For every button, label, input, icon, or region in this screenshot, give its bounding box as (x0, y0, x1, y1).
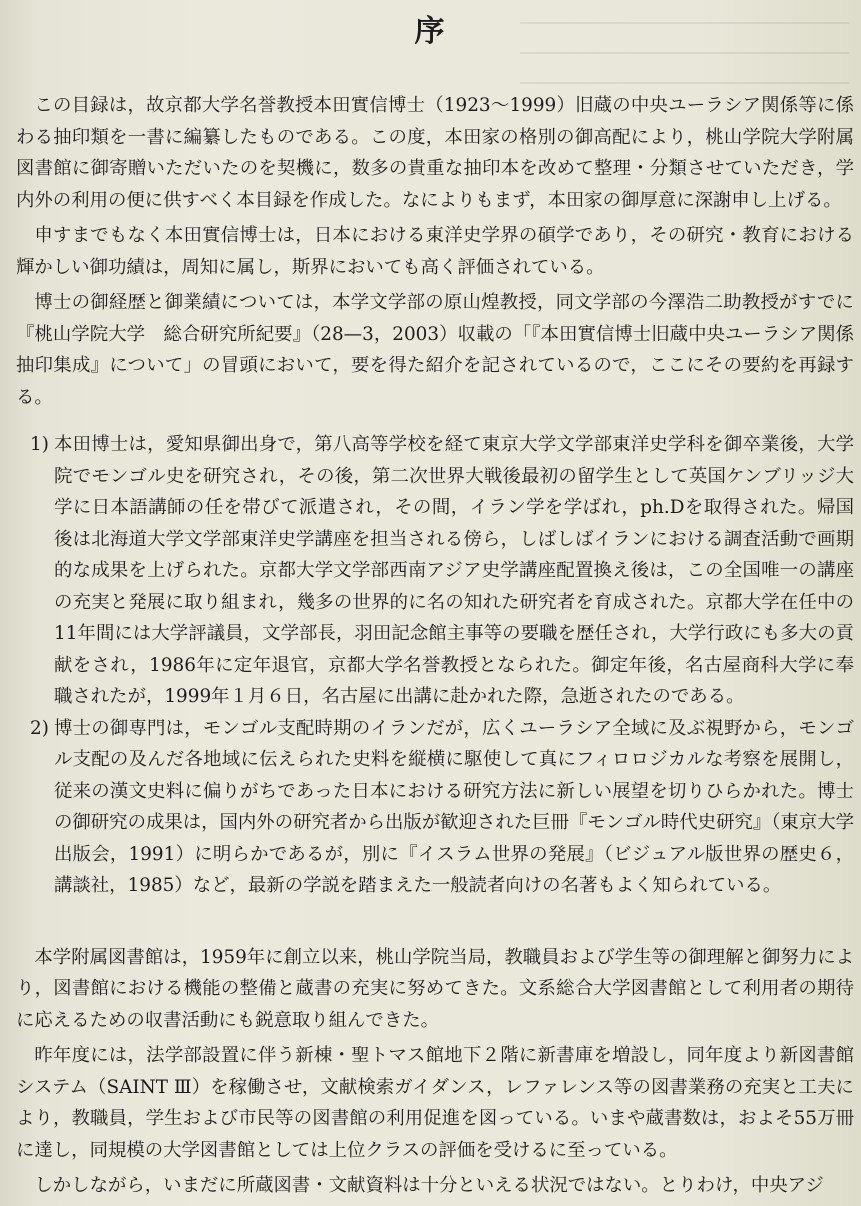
list-marker: 2) (30, 717, 49, 739)
page-title: 序 (414, 14, 447, 49)
list-marker: 1) (30, 434, 49, 455)
section-gap (16, 920, 854, 942)
list-item (16, 429, 854, 713)
paragraph-library-history: 本学附属図書館は，1959年に創立以来，桃山学院当局，教職員および学生等の御理解と御努力により，図書館における機能の整備と蔵書の充実に努めてきた。文系総合大学図書館として利用者の期待に応えるための収書活動にも鋭意取り組んできた。 (16, 946, 854, 1031)
list-item (16, 713, 854, 902)
list-item-text: 本田博士は，愛知県御出身で，第八高等学校を経て東京大学文学部東洋史学科を御卒業後，大学院でモンゴル史を研究され，その後，第二次世界大戦後最初の留学生として英国ケンブリッジ大学に日本語講師の任を帯びて派遣され，その間，イラン学を学ばれ，ph.Dを取得された。帰国後は北海道大学文学部東洋史学講座を担当される傍ら，しばしばイランにおける調査活動で画期的な成果を上げられた。京都大学文学部西南アジア史学講座配置換え後は，この全国唯一の講座の充実と発展に取り組まれ，幾多の世界的に名の知れた研究者を育成された。京都大学在任中の11年間には大学評議員，文学部長，羽田記念館主事等の要職を歴任され，大学行政にも多大の貢献をされ，1986年に定年退官，京都大学名誉教授となられた。御定年後，名古屋商科大学に奉職されたが，1999年１月６日，名古屋に出講に赴かれた際，急逝されたのである。 (54, 434, 854, 707)
summary-list (16, 429, 854, 902)
paragraph-intro: この目録は，故京都大学名誉教授本田實信博士（1923〜1999）旧蔵の中央ユーラシア関係等に係わる抽印類を一書に編纂したものである。この度，本田家の格別の御高配により，桃山学院大学附属図書館に御寄贈いただいたのを契機に，数多の貴重な抽印本を改めて整理・分類させていただき，学内外の利用の便に供すべく本目録を作成した。なによりもまず，本田家の御厚意に深謝申し上げる。 (16, 95, 854, 211)
paragraph-library-expansion: 昨年度には，法学部設置に伴う新棟・聖トマス館地下２階に新書庫を増設し，同年度より新図書館システム（SAINT Ⅲ）を稼働させ，文献検索ガイダンス，レファレンス等の図書業務の充実と工夫により，教職員，学生および市民等の図書館の利用促進を図っている。いまや蔵書数は，およそ55万冊に達し，同規模の大学図書館としては上位クラスの評価を受けるに至っている。 (16, 1045, 854, 1161)
paragraph-honda-eminence: 申すまでもなく本田實信博士は，日本における東洋史学界の碩学であり，その研究・教育における輝かしい御功績は，周知に属し，斯界においても高く評価されている。 (16, 225, 854, 278)
paragraph-biography-source: 博士の御経歴と御業績については，本学文学部の原山煌教授，同文学部の今澤浩二助教授がすでに『桃山学院大学 総合研究所紀要』（28—3，2003）収載の「『本田實信博士旧蔵中央ユーラシア関係抽印集成』について」の冒頭において，要を得た紹介を記されているので，ここにその要約を再録する。 (16, 292, 854, 408)
list-item-text: 博士の御専門は，モンゴル支配時期のイランだが，広くユーラシア全域に及ぶ視野から，モンゴル支配の及んだ各地域に伝えられた史料を縦横に駆使して真にフィロロジカルな考察を展開し，従来の漢文史料に偏りがちであった日本における研究方法に新しい展望を切りひらかれた。博士の御研究の成果は，国内外の研究者から出版が歓迎された巨冊『モンゴル時代史研究』（東京大学出版会，1991）に明らかであるが，別に『イスラム世界の発展』（ビジュアル版世界の歴史６，講談社，1985）など，最新の学説を踏まえた一般読者向けの名著もよく知られている。 (54, 717, 854, 896)
body-text (16, 90, 854, 1206)
paragraph-library-shortage: しかしながら，いまだに所蔵図書・文献資料は十分といえる状況ではない。とりわけ，中央アジ (34, 1175, 824, 1196)
